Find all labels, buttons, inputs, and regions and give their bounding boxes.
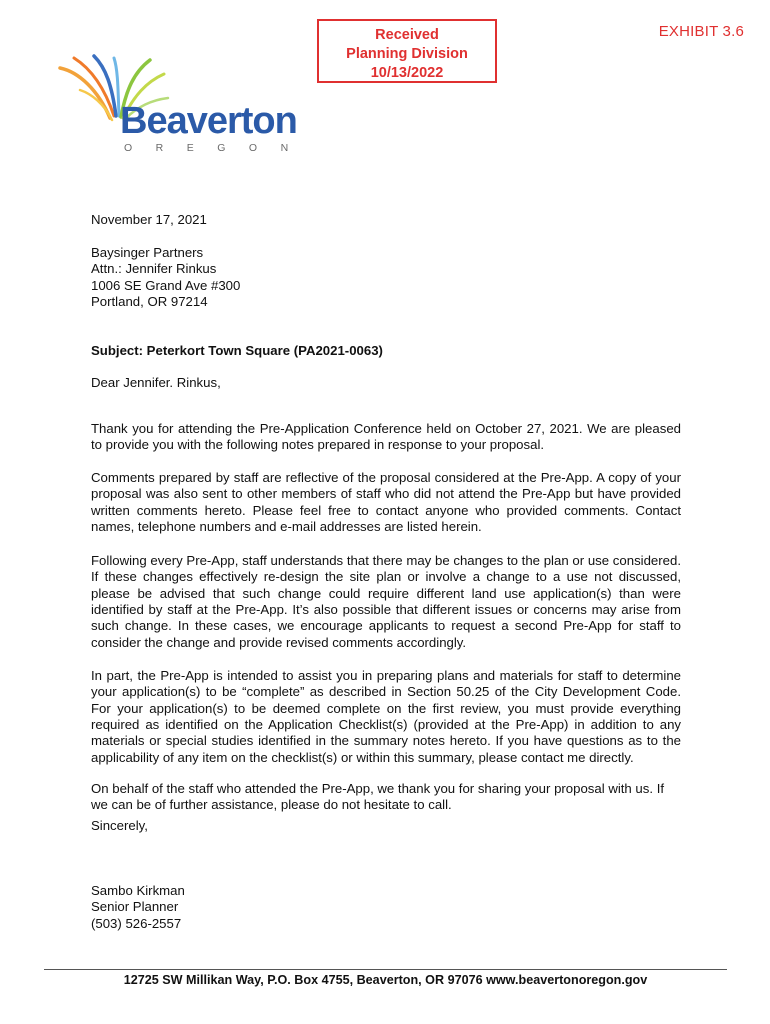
signature-block [91, 883, 681, 932]
paragraph-closing-thanks: On behalf of the staff who attended the Pre-App, we thank you for sharing your proposal with us. If we can be of further assistance, please do not hesitate to call. [91, 781, 665, 813]
salutation: Dear Jennifer. Rinkus, [91, 375, 221, 390]
paragraph-comments: Comments prepared by staff are reflective of the proposal considered at the Pre-App. A copy of your proposal was also sent to other members of staff who did not attend the Pre-App but have provided written comments hereto. Please feel free to contact anyone who provided comments. Contact names, telephone numbers and e-mail addresses are listed herein. [91, 470, 681, 535]
paragraph-changes: Following every Pre-App, staff understands that there may be changes to the plan or use considered. If these changes effectively re-design the site plan or involve a change to a use not discussed, please be advised that such change could require different land use application(s) than were identified by staff at the Pre-App. It’s also possible that different issues or concerns may arise from such change. In these cases, we encourage applicants to request a second Pre-App for staff to consider the change and provide revised comments accordingly. [91, 553, 681, 650]
signer-title: Senior Planner [91, 899, 179, 915]
subject-line: Subject: Peterkort Town Square (PA2021-0063) [91, 343, 383, 358]
stamp-line-division: Planning Division [346, 46, 468, 62]
recipient-attention: Attn.: Jennifer Rinkus [91, 261, 217, 277]
signer-name: Sambo Kirkman [91, 883, 185, 898]
paragraph-thanks: Thank you for attending the Pre-Application Conference held on October 27, 2021. We are pleased to provide you with the following notes prepared in response to your proposal. [91, 421, 681, 453]
stamp-line-received: Received [375, 27, 439, 43]
recipient-city: Portland, OR 97214 [91, 293, 208, 309]
beaverton-logo [54, 50, 312, 162]
received-stamp [317, 19, 497, 83]
logo-state: OREGON [124, 142, 312, 154]
footer-address: 12725 SW Millikan Way, P.O. Box 4755, Beaverton, OR 97076 www.beavertonoregon.gov [123, 973, 648, 987]
stamp-line-date: 10/13/2022 [370, 65, 444, 81]
logo-wordmark: Beaverton [120, 100, 297, 142]
paragraph-completeness: In part, the Pre-App is intended to assist you in preparing plans and materials for staff to determine your application(s) to be “complete” as described in Section 50.25 of the City Development Code. For your application(s) to be deemed complete on the first review, you must provide everything required as identified on the Application Checklist(s) (provided at the Pre-App) in addition to any materials or special studies identified in the summary notes hereto. If you have questions as to the applicability of any item on the checklist(s) or within this summary, please contact me directly. [91, 668, 681, 765]
closing: Sincerely, [91, 818, 148, 833]
recipient-street: 1006 SE Grand Ave #300 [91, 277, 241, 293]
exhibit-label: EXHIBIT 3.6 [658, 23, 744, 40]
footer-divider [44, 969, 727, 970]
recipient-company: Baysinger Partners [91, 245, 204, 260]
letter-date: November 17, 2021 [91, 212, 207, 227]
signer-phone: (503) 526-2557 [91, 915, 182, 931]
recipient-address [91, 245, 681, 310]
